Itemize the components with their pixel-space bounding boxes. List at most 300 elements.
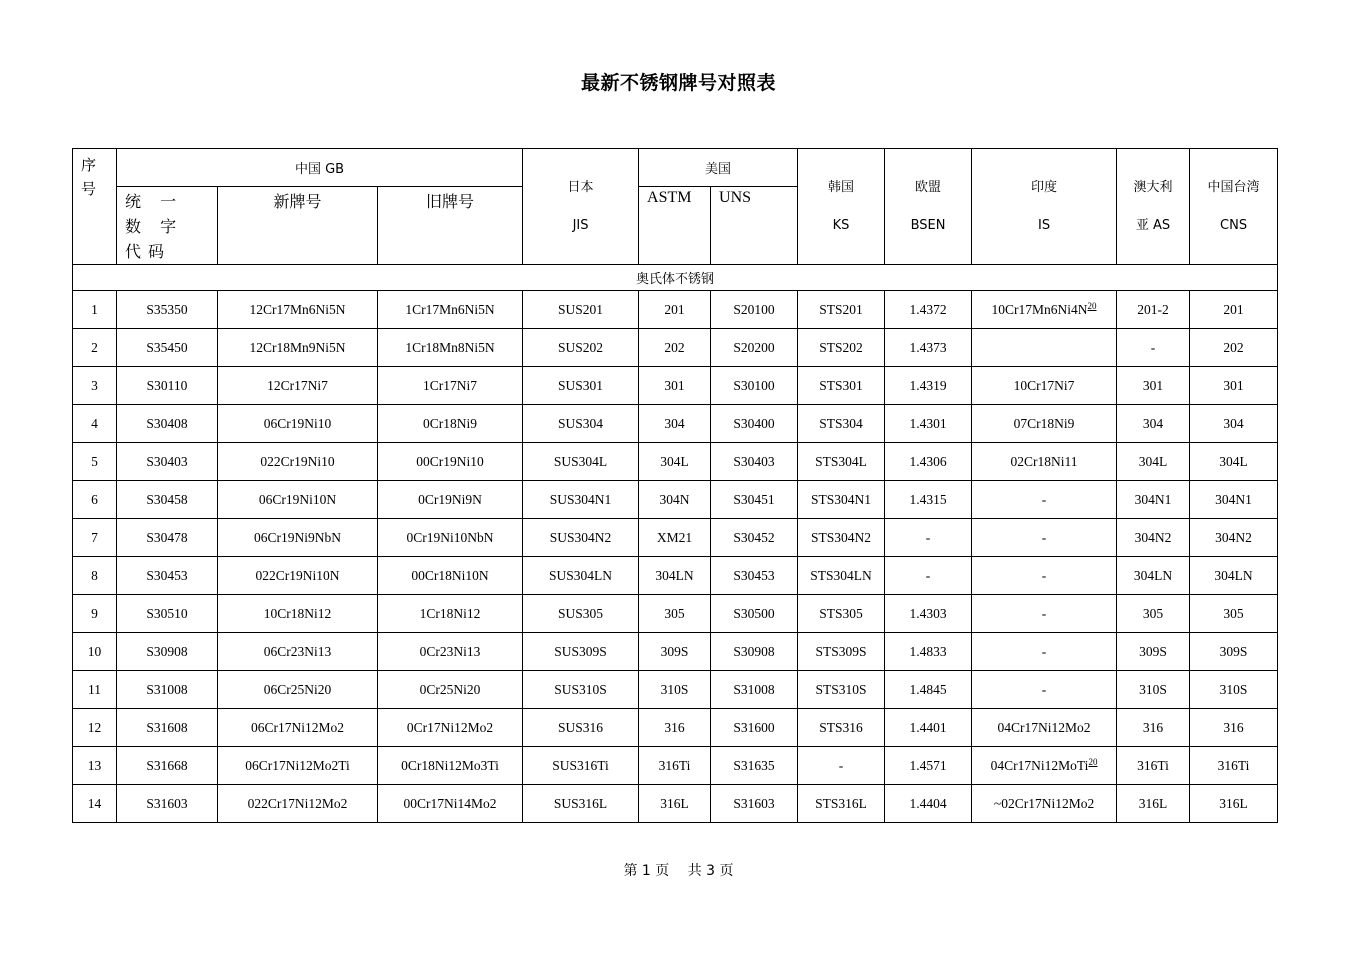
cell-old-text: 0Cr17Ni12Mo2 — [406, 719, 494, 735]
header-australia: 澳大利 亚 AS — [1117, 149, 1190, 265]
table-row — [73, 595, 1278, 633]
table-body — [73, 265, 1278, 823]
cell-astm-text: 305 — [664, 605, 685, 621]
table-row — [73, 557, 1278, 595]
cell-code-text: S30478 — [146, 529, 188, 545]
cell-jis — [523, 709, 639, 747]
header-japan: 日本 JIS — [523, 149, 639, 265]
cell-bsen — [885, 291, 972, 329]
cell-jis-text: SUS316L — [553, 795, 608, 811]
cell-code — [117, 595, 218, 633]
cell-no — [73, 367, 117, 405]
cell-uns — [711, 291, 798, 329]
cell-cns-text: 201 — [1223, 301, 1244, 317]
cell-ks-text: STS310S — [815, 681, 867, 697]
cell-code — [117, 291, 218, 329]
cell-astm — [639, 671, 711, 709]
cell-is-text: ~02Cr17Ni12Mo2 — [993, 795, 1095, 811]
cell-as — [1117, 329, 1190, 367]
cell-old-text: 0Cr18Ni9 — [423, 415, 478, 431]
cell-ks-text: STS202 — [819, 339, 863, 355]
cell-no — [73, 481, 117, 519]
cell-no-text: 1 — [91, 301, 98, 317]
cell-astm — [639, 329, 711, 367]
cell-bsen-text: 1.4306 — [909, 453, 947, 469]
cell-code-text: S30110 — [146, 377, 188, 393]
cell-new-text: 06Cr19Ni10N — [258, 491, 337, 507]
cell-code-text: S30458 — [146, 491, 188, 507]
cell-cns — [1190, 329, 1278, 367]
document-title: 最新不锈钢牌号对照表 — [580, 72, 776, 94]
cell-jis — [523, 747, 639, 785]
cell-uns-text: S31600 — [733, 719, 775, 735]
cell-bsen-text: - — [925, 567, 931, 583]
cell-new — [218, 329, 378, 367]
cell-new — [218, 709, 378, 747]
cell-new — [218, 367, 378, 405]
cell-ks-text: STS304 — [819, 415, 863, 431]
cell-is-text: - — [1041, 567, 1047, 583]
cell-cns — [1190, 709, 1278, 747]
cell-as-text: 301 — [1142, 377, 1164, 393]
cell-code — [117, 443, 218, 481]
cell-cns — [1190, 519, 1278, 557]
cell-ks — [798, 785, 885, 823]
cell-new-text: 06Cr19Ni9NbN — [254, 529, 341, 545]
cell-new-text: 06Cr17Ni12Mo2 — [250, 719, 344, 735]
cell-ks — [798, 709, 885, 747]
cell-as-text: 304N2 — [1134, 529, 1172, 545]
cell-ks — [798, 633, 885, 671]
cell-bsen — [885, 633, 972, 671]
cell-no-text: 14 — [87, 795, 102, 811]
cell-new — [218, 595, 378, 633]
cell-as-text: 304L — [1138, 453, 1168, 469]
cell-astm — [639, 595, 711, 633]
cell-as — [1117, 595, 1190, 633]
header-korea: 韩国 KS — [798, 149, 885, 265]
cell-bsen — [885, 595, 972, 633]
cell-old-text: 00Cr17Ni14Mo2 — [403, 795, 497, 811]
cell-astm-text: 304N — [659, 491, 690, 507]
cell-old-text: 1Cr17Mn6Ni5N — [405, 301, 495, 317]
cell-cns-text: 316L — [1219, 795, 1248, 811]
cell-cns — [1190, 633, 1278, 671]
cell-is — [972, 709, 1117, 747]
header-china-gb: 中国 GB — [117, 149, 523, 187]
cell-new — [218, 405, 378, 443]
cell-is — [972, 671, 1117, 709]
cell-astm-text: 304 — [664, 415, 685, 431]
cell-uns-text: S30451 — [733, 491, 775, 507]
cell-ks-text: STS201 — [819, 301, 863, 317]
cell-jis — [523, 595, 639, 633]
cell-new — [218, 747, 378, 785]
table-row — [73, 519, 1278, 557]
cell-old — [378, 481, 523, 519]
cell-as — [1117, 367, 1190, 405]
cell-astm — [639, 443, 711, 481]
cell-uns-text: S30100 — [733, 377, 775, 393]
cell-no-text: 9 — [91, 605, 98, 621]
cell-astm — [639, 481, 711, 519]
cell-no — [73, 633, 117, 671]
cell-new — [218, 519, 378, 557]
cell-cns — [1190, 443, 1278, 481]
cell-astm-text: 202 — [664, 339, 685, 355]
cell-cns — [1190, 595, 1278, 633]
cell-bsen-text: 1.4372 — [909, 301, 947, 317]
cell-no-text: 7 — [91, 529, 98, 545]
cell-is — [972, 291, 1117, 329]
cell-as-text: 305 — [1142, 605, 1164, 621]
footnote-marker[interactable]: 20 — [1087, 301, 1097, 311]
cell-ks-text: STS309S — [815, 643, 867, 659]
cell-as-text: 201-2 — [1137, 301, 1169, 317]
cell-is-text: 04Cr17Ni12MoTi — [990, 758, 1089, 773]
cell-old — [378, 709, 523, 747]
cell-uns — [711, 405, 798, 443]
cell-bsen-text: 1.4833 — [909, 643, 947, 659]
cell-as — [1117, 557, 1190, 595]
cell-ks-text: STS304LN — [810, 567, 872, 583]
cell-jis-text: SUS201 — [558, 301, 604, 317]
cell-bsen — [885, 671, 972, 709]
header-old-grade: 旧牌号 — [378, 187, 523, 265]
cell-uns-text: S30453 — [733, 567, 775, 583]
cell-cns-text: 301 — [1223, 377, 1244, 393]
cell-as-text: 304N1 — [1134, 491, 1172, 507]
cell-old — [378, 519, 523, 557]
cell-bsen — [885, 367, 972, 405]
cell-is-text: 10Cr17Ni7 — [1013, 377, 1075, 393]
cell-ks-text: STS316L — [815, 795, 867, 811]
cell-old-text: 1Cr17Ni7 — [423, 377, 478, 393]
cell-uns — [711, 443, 798, 481]
cell-is — [972, 405, 1117, 443]
cell-is — [972, 329, 1117, 367]
cell-as-text: 304 — [1142, 415, 1164, 431]
cell-astm — [639, 291, 711, 329]
cell-ks-text: STS304N1 — [811, 491, 872, 507]
table-row — [73, 405, 1278, 443]
cell-uns-text: S31008 — [733, 681, 775, 697]
cell-no — [73, 747, 117, 785]
cell-code — [117, 481, 218, 519]
cell-as-text: 316 — [1142, 719, 1164, 735]
cell-jis — [523, 785, 639, 823]
cell-code — [117, 405, 218, 443]
header-new-grade: 新牌号 — [218, 187, 378, 265]
cell-cns-text: 304N2 — [1215, 529, 1252, 545]
cell-no-text: 10 — [87, 643, 102, 659]
header-india: 印度 IS — [972, 149, 1117, 265]
header-astm: ASTM — [639, 187, 711, 265]
cell-cns — [1190, 557, 1278, 595]
cell-jis-text: SUS202 — [558, 339, 604, 355]
cell-cns-text: 304N1 — [1215, 491, 1252, 507]
cell-new — [218, 291, 378, 329]
cell-uns-text: S30908 — [733, 643, 775, 659]
cell-uns-text: S30403 — [733, 453, 775, 469]
cell-no-text: 3 — [91, 377, 98, 393]
cell-bsen-text: - — [925, 529, 931, 545]
page-footer: 第 1 页 共 3 页 — [623, 863, 734, 879]
cell-astm-text: XM21 — [656, 529, 693, 545]
cell-ks — [798, 671, 885, 709]
cell-code-text: S31008 — [146, 681, 188, 697]
cell-bsen — [885, 519, 972, 557]
cell-as-text: - — [1150, 339, 1156, 355]
cell-is — [972, 481, 1117, 519]
cell-is-text: - — [1041, 491, 1047, 507]
cell-astm — [639, 785, 711, 823]
cell-bsen-text: 1.4301 — [909, 415, 947, 431]
cell-no — [73, 671, 117, 709]
cell-old-text: 00Cr18Ni10N — [411, 567, 489, 583]
cell-bsen-text: 1.4845 — [909, 681, 947, 697]
cell-jis — [523, 519, 639, 557]
cell-jis — [523, 405, 639, 443]
cell-old-text: 0Cr19Ni9N — [418, 491, 482, 507]
cell-astm-text: 316L — [660, 795, 689, 811]
cell-new-text: 06Cr19Ni10 — [263, 415, 332, 431]
header-row-top — [73, 149, 1278, 187]
table-row — [73, 443, 1278, 481]
cell-cns-text: 316 — [1223, 719, 1244, 735]
cell-astm-text: 310S — [660, 681, 689, 697]
cell-code — [117, 633, 218, 671]
cell-as — [1117, 633, 1190, 671]
cell-astm-text: 201 — [664, 301, 685, 317]
cell-is — [972, 557, 1117, 595]
cell-jis — [523, 671, 639, 709]
cell-astm — [639, 519, 711, 557]
cell-code-text: S30908 — [146, 643, 188, 659]
cell-is-text: - — [1041, 681, 1047, 697]
cell-cns-text: 304 — [1223, 415, 1244, 431]
cell-cns-text: 309S — [1219, 643, 1248, 659]
cell-ks — [798, 291, 885, 329]
cell-astm-text: 309S — [660, 643, 689, 659]
cell-old — [378, 291, 523, 329]
cell-no — [73, 291, 117, 329]
cell-old — [378, 443, 523, 481]
cell-old — [378, 633, 523, 671]
cell-bsen-text: 1.4404 — [909, 795, 947, 811]
cell-ks — [798, 519, 885, 557]
cell-new-text: 06Cr23Ni13 — [263, 643, 332, 659]
cell-old — [378, 595, 523, 633]
cell-new-text: 022Cr17Ni12Mo2 — [247, 795, 348, 811]
cell-old — [378, 671, 523, 709]
cell-code-text: S30403 — [146, 453, 188, 469]
cell-astm — [639, 557, 711, 595]
cell-jis-text: SUS304 — [558, 415, 604, 431]
cell-astm-text: 304L — [660, 453, 689, 469]
cell-ks-text: STS301 — [819, 377, 863, 393]
cell-is-text: 02Cr18Ni11 — [1010, 453, 1078, 469]
cell-as — [1117, 481, 1190, 519]
table-row — [73, 785, 1278, 823]
cell-jis — [523, 557, 639, 595]
cell-as-text: 316Ti — [1137, 757, 1169, 773]
cell-code — [117, 329, 218, 367]
cell-jis-text: SUS316 — [558, 719, 604, 735]
cell-new — [218, 557, 378, 595]
cell-new-text: 12Cr17Ni7 — [267, 377, 328, 393]
cell-uns — [711, 519, 798, 557]
cell-old — [378, 367, 523, 405]
cell-code-text: S31603 — [146, 795, 188, 811]
cell-cns — [1190, 747, 1278, 785]
cell-as — [1117, 519, 1190, 557]
cell-bsen — [885, 405, 972, 443]
cell-uns — [711, 671, 798, 709]
cell-astm — [639, 709, 711, 747]
cell-jis-text: SUS301 — [558, 377, 604, 393]
cell-no-text: 11 — [88, 681, 101, 697]
cell-is — [972, 785, 1117, 823]
header-seq: 序号 — [73, 149, 117, 265]
cell-uns-text: S31635 — [733, 757, 775, 773]
cell-code — [117, 367, 218, 405]
cell-code — [117, 785, 218, 823]
cell-new-text: 06Cr25Ni20 — [263, 681, 332, 697]
cell-uns — [711, 747, 798, 785]
cell-bsen — [885, 709, 972, 747]
cell-new — [218, 671, 378, 709]
cell-is — [972, 595, 1117, 633]
cell-bsen — [885, 481, 972, 519]
cell-jis-text: SUS304L — [553, 453, 608, 469]
cell-is-text: 07Cr18Ni9 — [1013, 415, 1075, 431]
cell-as-text: 316L — [1138, 795, 1168, 811]
cell-no — [73, 595, 117, 633]
cell-uns-text: S30452 — [733, 529, 775, 545]
cell-cns-text: 304LN — [1214, 567, 1253, 583]
cell-is — [972, 633, 1117, 671]
cell-new — [218, 633, 378, 671]
cell-old-text: 00Cr19Ni10 — [416, 453, 484, 469]
cell-uns — [711, 481, 798, 519]
cell-jis — [523, 329, 639, 367]
cell-as — [1117, 785, 1190, 823]
cell-bsen-text: 1.4319 — [909, 377, 947, 393]
cell-old-text: 0Cr23Ni13 — [419, 643, 481, 659]
cell-cns — [1190, 405, 1278, 443]
cell-jis-text: SUS304N2 — [549, 529, 612, 545]
cell-uns-text: S20200 — [733, 339, 775, 355]
cell-old-text: 0Cr18Ni12Mo3Ti — [401, 757, 499, 773]
cell-no — [73, 785, 117, 823]
cell-code-text: S30453 — [146, 567, 188, 583]
cell-is-text: 10Cr17Mn6Ni4N — [991, 302, 1088, 317]
cell-astm — [639, 633, 711, 671]
header-usa: 美国 — [639, 149, 798, 187]
cell-jis — [523, 291, 639, 329]
cell-cns — [1190, 671, 1278, 709]
table-row — [73, 329, 1278, 367]
table-row — [73, 709, 1278, 747]
cell-is — [972, 443, 1117, 481]
cell-bsen — [885, 443, 972, 481]
footnote-marker[interactable]: 20 — [1088, 757, 1098, 767]
cell-ks-text: STS304L — [815, 453, 867, 469]
cell-astm-text: 301 — [664, 377, 685, 393]
cell-cns-text: 304L — [1219, 453, 1248, 469]
group-row — [73, 265, 1278, 291]
cell-cns — [1190, 291, 1278, 329]
cell-as-text: 309S — [1139, 643, 1167, 659]
cell-no-text: 13 — [87, 757, 102, 773]
cell-old — [378, 329, 523, 367]
cell-ks-text: STS304N2 — [811, 529, 872, 545]
cell-as — [1117, 443, 1190, 481]
header-eu: 欧盟 BSEN — [885, 149, 972, 265]
cell-code-text: S35350 — [146, 301, 188, 317]
cell-is-text: 04Cr17Ni12Mo2 — [997, 719, 1091, 735]
cell-as — [1117, 747, 1190, 785]
cell-ks — [798, 443, 885, 481]
cell-code — [117, 671, 218, 709]
cell-bsen — [885, 785, 972, 823]
cell-ks-text: - — [838, 757, 844, 773]
cell-uns — [711, 785, 798, 823]
cell-no-text: 5 — [91, 453, 98, 469]
cell-no — [73, 519, 117, 557]
header-uniform-code: 统 一 数 字 代码 — [117, 187, 218, 265]
cell-jis-text: SUS309S — [554, 643, 607, 659]
cell-is — [972, 519, 1117, 557]
cell-jis-text: SUS316Ti — [552, 757, 609, 773]
cell-is-text: - — [1041, 643, 1047, 659]
cell-as — [1117, 709, 1190, 747]
cell-jis — [523, 443, 639, 481]
cell-bsen — [885, 557, 972, 595]
cell-old-text: 1Cr18Ni12 — [419, 605, 481, 621]
cell-bsen — [885, 747, 972, 785]
cell-jis-text: SUS304LN — [549, 567, 613, 583]
table-row — [73, 633, 1278, 671]
group-label: 奥氏体不锈钢 — [73, 265, 1278, 291]
cell-new-text: 12Cr18Mn9Ni5N — [249, 339, 346, 355]
cell-ks-text: STS316 — [819, 719, 863, 735]
cell-cns-text: 316Ti — [1217, 757, 1250, 773]
cell-cns-text: 202 — [1223, 339, 1244, 355]
table-row — [73, 671, 1278, 709]
cell-ks — [798, 405, 885, 443]
cell-jis-text: SUS305 — [558, 605, 604, 621]
cell-astm-text: 316Ti — [658, 757, 691, 773]
cell-uns — [711, 329, 798, 367]
header-uns: UNS — [711, 187, 798, 265]
cell-old-text: 0Cr25Ni20 — [419, 681, 481, 697]
cell-as — [1117, 405, 1190, 443]
cell-no-text: 4 — [91, 415, 98, 431]
cell-uns — [711, 557, 798, 595]
cell-new — [218, 481, 378, 519]
cell-new-text: 022Cr19Ni10N — [255, 567, 340, 583]
cell-code-text: S30408 — [146, 415, 188, 431]
cell-ks — [798, 367, 885, 405]
cell-no — [73, 557, 117, 595]
cell-old-text: 0Cr19Ni10NbN — [406, 529, 494, 545]
cell-old — [378, 747, 523, 785]
cell-new-text: 06Cr17Ni12Mo2Ti — [245, 757, 350, 773]
cell-astm — [639, 747, 711, 785]
cell-astm-text: 304LN — [655, 567, 694, 583]
